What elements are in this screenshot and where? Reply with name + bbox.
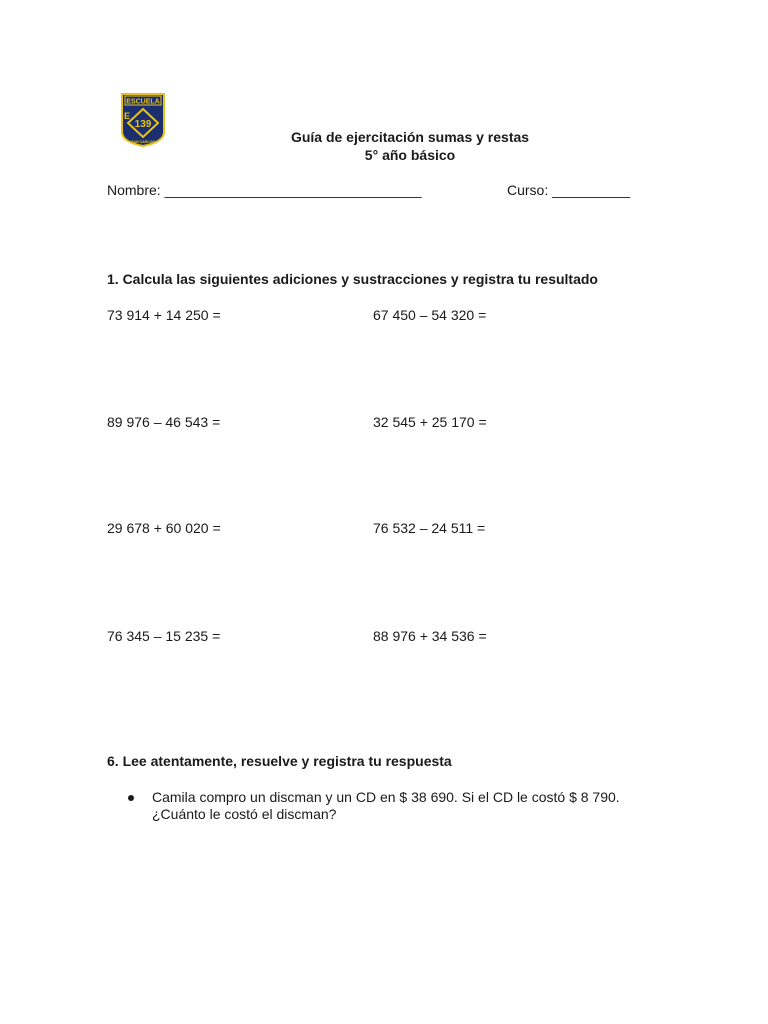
worksheet-title: Guía de ejercitación sumas y restas bbox=[290, 129, 530, 145]
word-problem-line-2: ¿Cuánto le costó el discman? bbox=[152, 806, 337, 822]
crest-bottom-text: SAN CARLOS bbox=[131, 140, 155, 144]
word-problem-line-1: Camila compro un discman y un CD en $ 38 690. Si el CD le costó $ 8 790. bbox=[152, 789, 620, 805]
exercise-2a: 89 976 – 46 543 = bbox=[107, 414, 221, 430]
worksheet-subtitle: 5° año básico bbox=[364, 147, 456, 163]
exercise-1b: 67 450 – 54 320 = bbox=[373, 307, 487, 323]
crest-top-text: ESCUELA bbox=[126, 98, 160, 106]
exercise-2b: 32 545 + 25 170 = bbox=[373, 414, 487, 430]
exercise-4a: 76 345 – 15 235 = bbox=[107, 628, 221, 644]
exercise-4b: 88 976 + 34 536 = bbox=[373, 628, 487, 644]
nombre-field[interactable]: Nombre: _________________________________ bbox=[107, 182, 422, 198]
exercise-1a: 73 914 + 14 250 = bbox=[107, 307, 221, 323]
crest-number: 139 bbox=[134, 119, 152, 130]
exercise-3a: 29 678 + 60 020 = bbox=[107, 520, 221, 536]
section-6-title: 6. Lee atentamente, resuelve y registra tu respuesta bbox=[107, 753, 452, 769]
section-1-title: 1. Calcula las siguientes adiciones y sustracciones y registra tu resultado bbox=[107, 271, 598, 287]
worksheet-header bbox=[250, 128, 570, 164]
crest-letter: E bbox=[124, 111, 131, 121]
exercise-3b: 76 532 – 24 511 = bbox=[373, 520, 486, 536]
word-problem-text bbox=[152, 789, 692, 823]
bullet-icon bbox=[128, 795, 134, 801]
curso-field[interactable]: Curso: __________ bbox=[507, 182, 630, 198]
school-crest-logo bbox=[120, 92, 166, 148]
